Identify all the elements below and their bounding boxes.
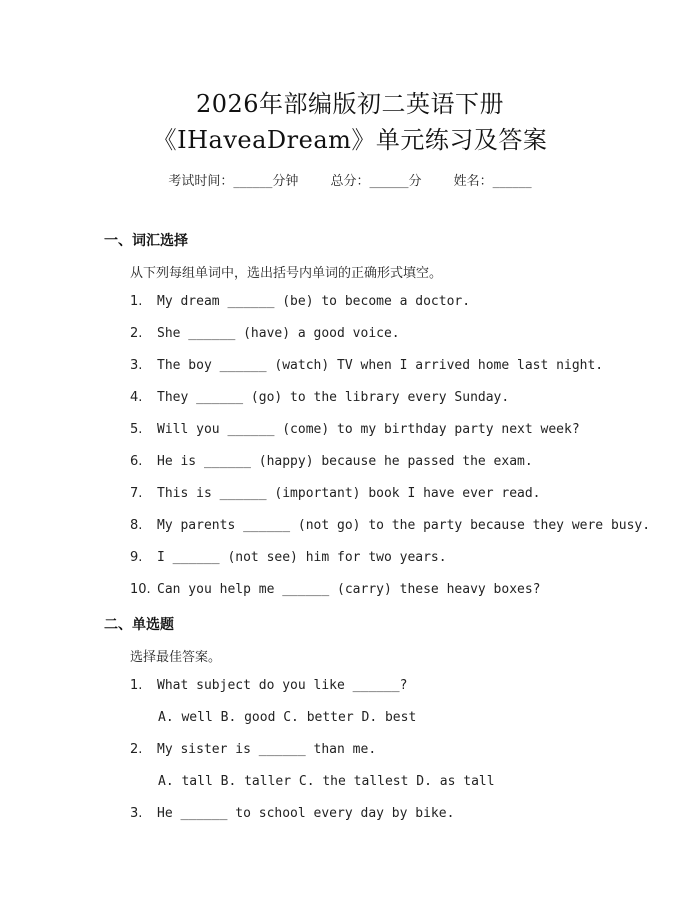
question-text: Can you help me ______ (carry) these heavy boxes? (157, 582, 541, 597)
question-item (130, 806, 454, 821)
question-item (130, 486, 541, 501)
question-number: 5. (130, 422, 143, 437)
question-item (130, 294, 470, 309)
question-item (130, 742, 376, 757)
question-text: She ______ (have) a good voice. (157, 326, 400, 341)
question-number: 1. (130, 294, 143, 309)
question-number: 8. (130, 518, 143, 533)
question-item (130, 582, 541, 597)
total-score-field: 总分：______分 (330, 174, 422, 189)
question-item (130, 390, 509, 405)
question-item (130, 422, 580, 437)
question-text: This is ______ (important) book I have ever read. (157, 486, 541, 501)
name-field: 姓名：______ (453, 174, 532, 189)
question-number: 1. (130, 678, 143, 693)
section-instruction: 选择最佳答案。 (130, 650, 222, 665)
question-text: Will you ______ (come) to my birthday party next week? (157, 422, 580, 437)
exam-time-field: 考试时间：______分钟 (168, 174, 299, 189)
question-text: He is ______ (happy) because he passed the exam. (157, 454, 533, 469)
question-number: 2. (130, 326, 143, 341)
question-item (130, 358, 603, 373)
question-item (130, 678, 407, 693)
question-text: My parents ______ (not go) to the party because they were busy. (157, 518, 651, 533)
question-text: I ______ (not see) him for two years. (157, 550, 447, 565)
section-heading: 一、词汇选择 (104, 233, 188, 249)
question-number: 2. (130, 742, 143, 757)
question-number: 9. (130, 550, 143, 565)
question-number: 4. (130, 390, 143, 405)
question-item (130, 326, 400, 341)
question-text: The boy ______ (watch) TV when I arrived home last night. (157, 358, 604, 373)
question-item (130, 454, 533, 469)
page-title: 2026年部编版初二英语下册 (195, 90, 505, 118)
question-number: 10. (130, 582, 151, 597)
answer-options: A. tall B. taller C. the tallest D. as tall (158, 774, 495, 789)
question-number: 3. (130, 806, 143, 821)
question-number: 3. (130, 358, 143, 373)
question-text: He ______ to school every day by bike. (157, 806, 455, 821)
answer-options: A. well B. good C. better D. best (158, 710, 417, 725)
question-number: 6. (130, 454, 143, 469)
question-text: What subject do you like ______? (157, 678, 408, 693)
section-instruction: 从下列每组单词中，选出括号内单词的正确形式填空。 (130, 266, 443, 281)
question-text: They ______ (go) to the library every Sunday. (157, 390, 510, 405)
section-heading: 二、单选题 (104, 617, 174, 633)
question-text: My sister is ______ than me. (157, 742, 377, 757)
question-text: My dream ______ (be) to become a doctor. (157, 294, 471, 309)
question-item (130, 550, 447, 565)
question-item (130, 518, 650, 533)
exam-meta (0, 170, 700, 189)
question-number: 7. (130, 486, 143, 501)
page-subtitle: 《IHaveaDream》单元练习及答案 (152, 126, 548, 154)
